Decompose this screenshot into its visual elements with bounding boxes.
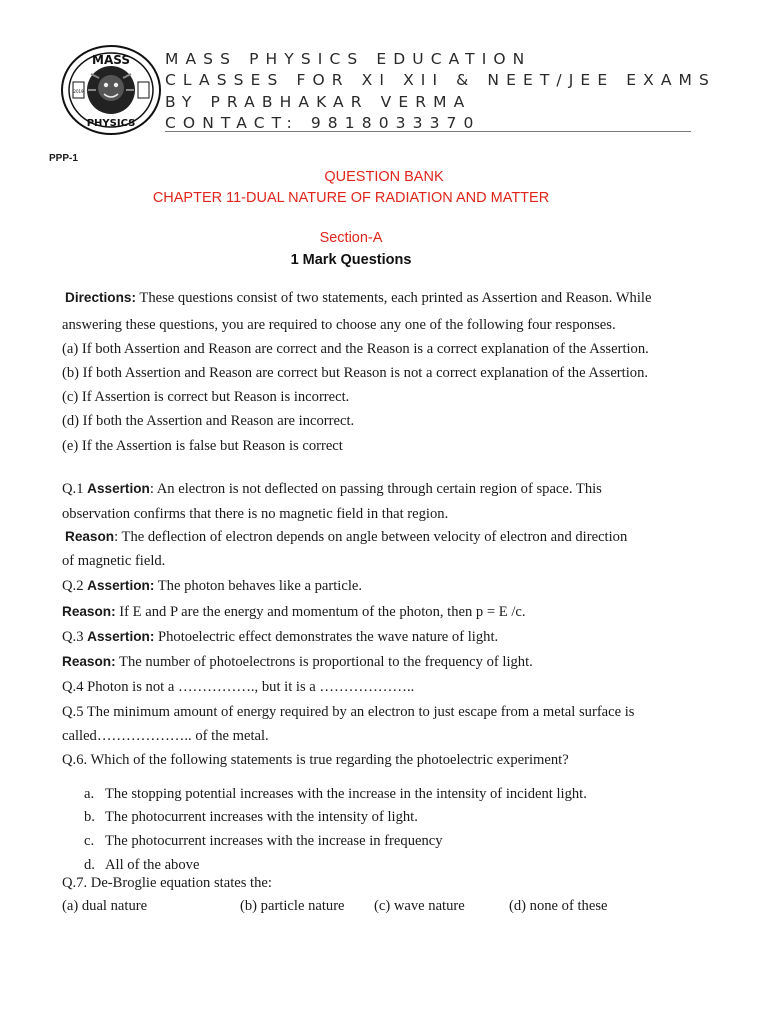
- q7-stem: Q.7. De-Broglie equation states the:: [62, 875, 272, 891]
- q1-assertion-text-1: : An electron is not deflected on passing through certain region of space. This: [149, 481, 602, 497]
- subsection-title: 1 Mark Questions: [290, 252, 412, 268]
- q7-option-b: (b) particle nature: [240, 898, 345, 914]
- q4-line: Q.4 Photon is not a ……………., but it is a ………………..: [62, 679, 415, 695]
- q2-reason-label: Reason:: [62, 604, 116, 619]
- chapter-title: CHAPTER 11-DUAL NATURE OF RADIATION AND MATTER: [152, 190, 550, 206]
- directions-label: Directions:: [65, 290, 137, 305]
- q3-assertion-text: Photoelectric effect demonstrates the wave nature of light.: [154, 629, 499, 645]
- page-title: QUESTION BANK: [324, 169, 444, 185]
- q5-line-1: Q.5 The minimum amount of energy required by an electron to just escape from a metal surface is: [62, 704, 635, 720]
- directions-text-1: These questions consist of two statements, each printed as Assertion and Reason. While: [136, 290, 652, 306]
- q6-option-c: The photocurrent increases with the increase in frequency: [105, 833, 443, 849]
- logo-year-text: 2019: [73, 89, 84, 94]
- direction-option-c: (c) If Assertion is correct but Reason is incorrect.: [62, 389, 350, 405]
- directions-line-2: answering these questions, you are required to choose any one of the following four responses.: [62, 317, 616, 333]
- q2-reason-line: [62, 604, 526, 621]
- q2-assertion-label: Assertion:: [87, 578, 155, 593]
- q2-number: Q.2: [62, 578, 88, 594]
- logo-bottom-text: PHYSICS: [86, 118, 136, 129]
- direction-option-d: (d) If both the Assertion and Reason are incorrect.: [62, 413, 355, 429]
- q1-reason-label: Reason: [65, 529, 115, 544]
- doc-code: PPP-1: [49, 153, 78, 164]
- header-divider: [165, 131, 691, 132]
- q3-number: Q.3: [62, 629, 88, 645]
- q3-assertion-line: [62, 629, 498, 646]
- q6-option-b: The photocurrent increases with the intensity of light.: [105, 809, 418, 825]
- q3-reason-text: The number of photoelectrons is proportional to the frequency of light.: [115, 654, 533, 670]
- direction-option-b: (b) If both Assertion and Reason are correct but Reason is not a correct explanation of the Assertion.: [62, 365, 649, 381]
- q1-reason-line-2: of magnetic field.: [62, 553, 166, 569]
- q6-option-a: The stopping potential increases with the increase in the intensity of incident light.: [105, 786, 587, 802]
- q3-reason-label: Reason:: [62, 654, 116, 669]
- q6-option-c-marker: c.: [84, 833, 95, 849]
- mass-physics-logo: [60, 44, 162, 136]
- header-line-contact: CONTACT: 9818033370: [165, 114, 481, 132]
- q3-reason-line: [62, 654, 533, 671]
- header-line-teacher: BY PRABHAKAR VERMA: [165, 93, 472, 111]
- q1-assertion-line-2: observation confirms that there is no magnetic field in that region.: [62, 506, 449, 522]
- logo-top-text: MASS: [92, 53, 130, 67]
- q6-option-b-marker: b.: [84, 809, 95, 825]
- q5-line-2: called……………….. of the metal.: [62, 728, 269, 744]
- directions-line-1: [65, 290, 651, 307]
- q6-option-a-marker: a.: [84, 786, 95, 802]
- q6-option-d-marker: d.: [84, 857, 95, 873]
- header-line-org: MASS PHYSICS EDUCATION: [165, 50, 532, 68]
- direction-option-a: (a) If both Assertion and Reason are correct and the Reason is a correct explanation of the Assertion.: [62, 341, 649, 357]
- direction-option-e: (e) If the Assertion is false but Reason is correct: [62, 438, 343, 454]
- section-title: Section-A: [319, 230, 383, 246]
- q2-assertion-line: [62, 578, 362, 595]
- q1-reason-text-1: : The deflection of electron depends on angle between velocity of electron and direction: [114, 529, 628, 545]
- q1-assertion-line-1: [62, 481, 602, 498]
- q2-reason-text: If E and P are the energy and momentum of the photon, then p = E /c.: [115, 604, 526, 620]
- q7-option-a: (a) dual nature: [62, 898, 148, 914]
- q1-assertion-label: Assertion: [87, 481, 150, 496]
- q7-option-d: (d) none of these: [509, 898, 608, 914]
- header-line-classes: CLASSES FOR XI XII & NEET/JEE EXAMS: [165, 71, 716, 89]
- q6-option-d: All of the above: [105, 857, 200, 873]
- q1-number: Q.1: [62, 481, 88, 497]
- q3-assertion-label: Assertion:: [87, 629, 155, 644]
- q6-stem: Q.6. Which of the following statements is true regarding the photoelectric experiment?: [62, 752, 569, 768]
- q1-reason-line-1: [65, 529, 627, 546]
- q7-option-c: (c) wave nature: [374, 898, 465, 914]
- q2-assertion-text: The photon behaves like a particle.: [154, 578, 362, 594]
